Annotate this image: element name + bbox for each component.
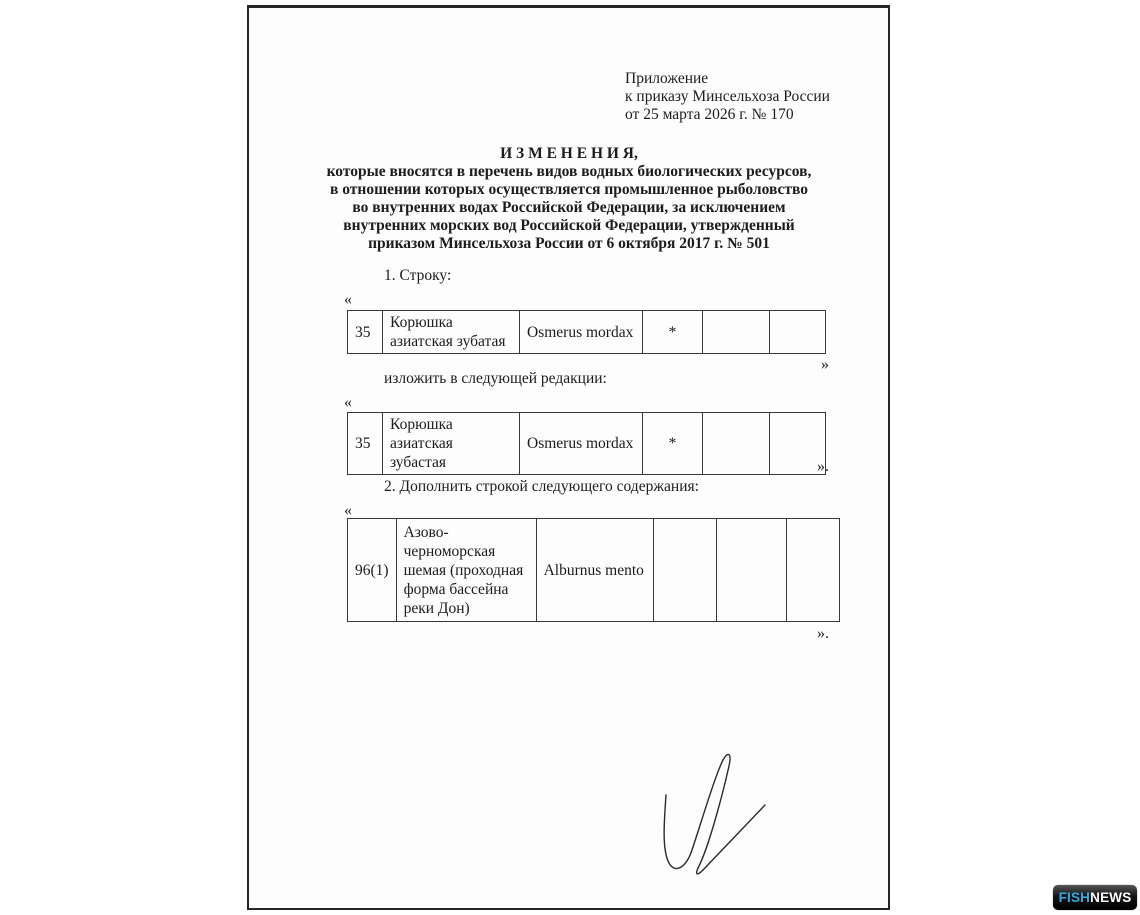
table-row <box>348 311 826 354</box>
document-title-line-2: в отношении которых осуществляется промышленное рыболовство <box>329 181 809 198</box>
quote-close-mark-1: » <box>821 356 829 373</box>
annex-line-1: Приложение <box>625 70 709 87</box>
section-1-replace-text: изложить в следующей редакции: <box>384 370 607 387</box>
cell-empty <box>703 311 770 354</box>
quote-open-mark-1: « <box>344 291 352 308</box>
watermark-fish: FISH <box>1058 890 1091 905</box>
cell-species-name-latin: Osmerus mordax <box>520 311 643 354</box>
table-row <box>348 519 840 622</box>
annex-line-3: от 25 марта 2026 г. № 170 <box>625 106 794 123</box>
quote-open-mark-2: « <box>344 394 352 411</box>
document-title-line-3: во внутренних водах Российской Федерации, за исключением <box>352 199 786 216</box>
fish-row-table-old <box>347 310 826 354</box>
document-title-line-1: которые вносятся в перечень видов водных биологических ресурсов, <box>326 163 812 180</box>
watermark-news: NEWS <box>1090 890 1132 905</box>
quote-open-mark-3: « <box>344 502 352 519</box>
cell-asterisk: * <box>643 413 703 475</box>
cell-species-name-ru: Корюшка азиатская зубатая <box>383 311 520 354</box>
cell-asterisk: * <box>643 311 703 354</box>
cell-species-name-ru: Азово-черноморская шемая (проходная форма бассейна реки Дон) <box>396 519 536 622</box>
annex-reference <box>625 70 830 124</box>
fish-row-table-added <box>347 518 840 622</box>
annex-line-2: к приказу Минсельхоза России <box>625 88 830 105</box>
document-title-line-5: приказом Минсельхоза России от 6 октября 2017 г. № 501 <box>368 235 770 252</box>
cell-empty <box>653 519 716 622</box>
cell-empty <box>786 519 839 622</box>
signature <box>647 738 777 888</box>
section-2-intro: 2. Дополнить строкой следующего содержания: <box>384 478 699 495</box>
fishnews-watermark <box>1053 885 1137 910</box>
cell-empty <box>716 519 786 622</box>
cell-species-name-ru: Корюшка азиатская зубастая <box>383 413 520 475</box>
document-page <box>247 5 890 910</box>
document-title-line-4: внутренних морских вод Российской Федерации, утвержденный <box>343 217 795 234</box>
document-title-block <box>289 145 849 253</box>
quote-close-mark-2: ». <box>817 458 829 475</box>
section-1-intro: 1. Строку: <box>384 267 452 284</box>
cell-empty <box>770 311 826 354</box>
cell-row-number: 96(1) <box>348 519 397 622</box>
document-title: И З М Е Н Е Н И Я, <box>500 145 638 162</box>
cell-species-name-latin: Alburnus mento <box>536 519 653 622</box>
cell-row-number: 35 <box>348 311 383 354</box>
cell-row-number: 35 <box>348 413 383 475</box>
quote-close-mark-3: ». <box>817 625 829 642</box>
cell-species-name-latin: Osmerus mordax <box>520 413 643 475</box>
